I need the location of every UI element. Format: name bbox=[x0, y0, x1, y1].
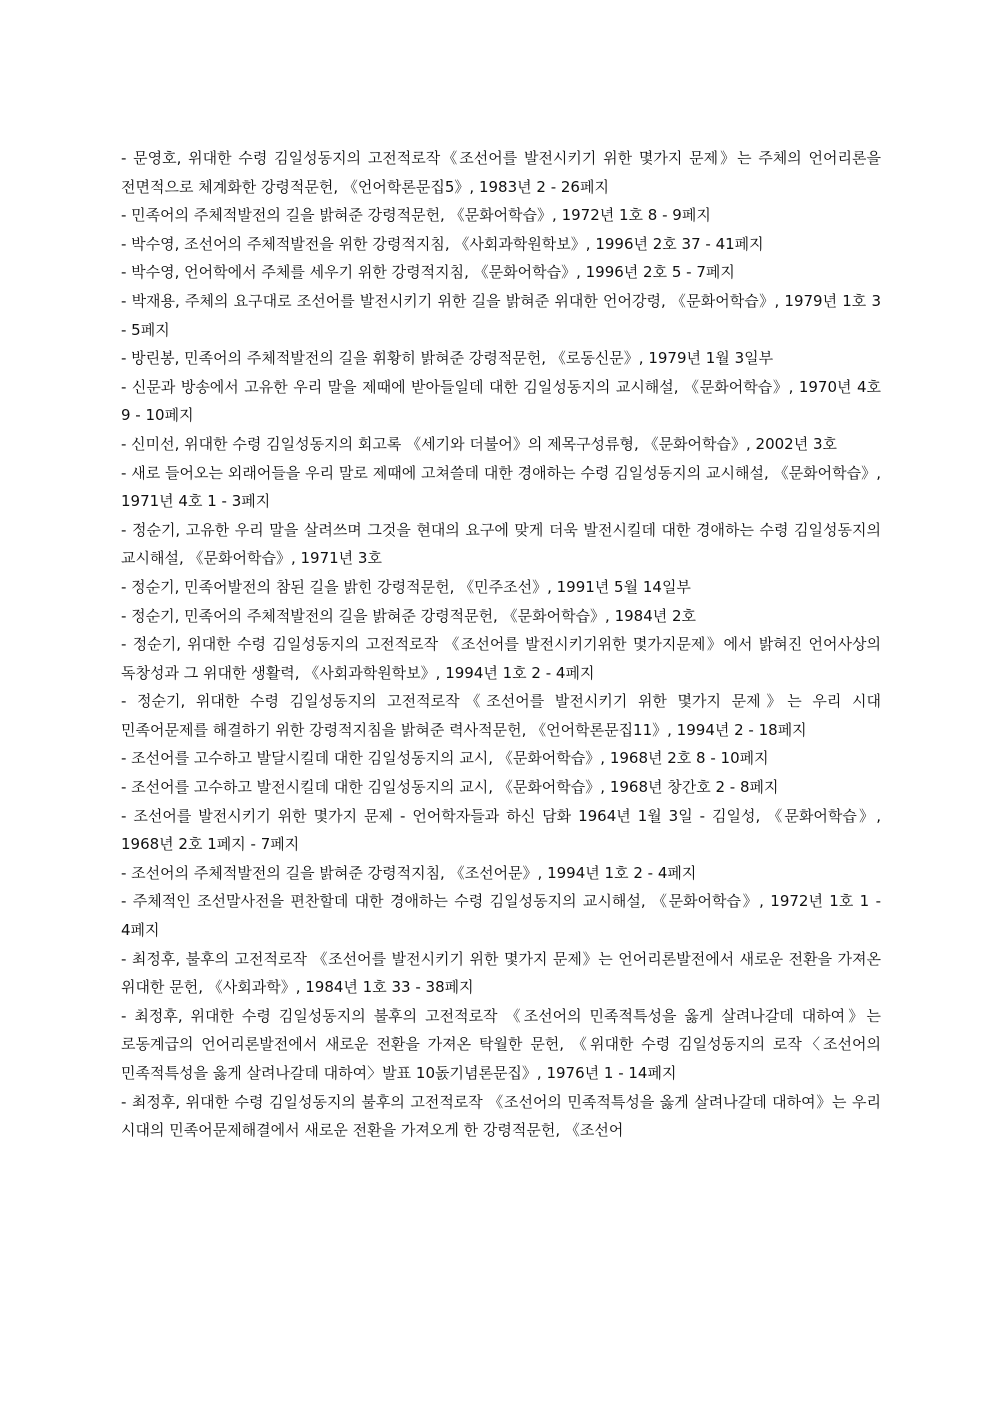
bibliography-entry: - 박수영, 언어학에서 주체를 세우기 위한 강령적지침, 《문화어학습》, 1996년 2호 5 - 7페지 bbox=[121, 263, 735, 282]
bibliography-entry: - 정순기, 고유한 우리 말을 살려쓰며 그것을 현대의 요구에 맞게 더욱 발전시킬데 대한 경애하는 수령 김일성동지의 교시해설, 《문화어학습》, 1971년 3호 bbox=[121, 520, 881, 568]
bibliography-entry: - 조선어의 주체적발전의 길을 밝혀준 강령적지침, 《조선어문》, 1994년 1호 2 - 4페지 bbox=[121, 863, 697, 882]
bibliography-entry: - 박수영, 조선어의 주체적발전을 위한 강령적지침, 《사회과학원학보》, 1996년 2호 37 - 41페지 bbox=[121, 234, 764, 253]
bibliography-entry: - 민족어의 주체적발전의 길을 밝혀준 강령적문헌, 《문화어학습》, 1972년 1호 8 - 9페지 bbox=[121, 206, 711, 225]
bibliography-entry: - 정순기, 민족어발전의 참된 길을 밝힌 강령적문헌, 《민주조선》, 1991년 5월 14일부 bbox=[121, 577, 691, 596]
bibliography-entry: - 최정후, 위대한 수령 김일성동지의 불후의 고전적로작 《조선어의 민족적특성을 옳게 살려나갈데 대하여》는 로동계급의 언어리론발전에서 새로운 전환을 가져온 탁월한 문헌, 《위대한 수령 김일성동지의 로작〈조선어의 민족적특성을 옳게 살려나갈데 대하여〉발표 10돐기념론문집》, 1976년 1 - 14페지 bbox=[121, 1006, 881, 1082]
bibliography-entry: - 주체적인 조선말사전을 편찬할데 대한 경애하는 수령 김일성동지의 교시해설, 《문화어학습》, 1972년 1호 1 - 4페지 bbox=[121, 892, 881, 940]
bibliography-entry: - 정순기, 위대한 수령 김일성동지의 고전적로작 《조선어를 발전시키기위한 몇가지문제》에서 밝혀진 언어사상의 독창성과 그 위대한 생활력, 《사회과학원학보》, 1994년 1호 2 - 4페지 bbox=[121, 635, 881, 682]
bibliography-entry: - 정순기, 위대한 수령 김일성동지의 고전적로작《조선어를 발전시키기 위한 몇가지 문제》는 우리 시대 민족어문제를 해결하기 위한 강령적지침을 밝혀준 력사적문헌, 《언어학론문집11》, 1994년 2 - 18페지 bbox=[121, 692, 881, 739]
bibliography-entry: - 박재용, 주체의 요구대로 조선어를 발전시키기 위한 길을 밝혀준 위대한 언어강령, 《문화어학습》, 1979년 1호 3 - 5페지 bbox=[121, 291, 881, 339]
bibliography-entry: - 최정후, 위대한 수령 김일성동지의 불후의 고전적로작 《조선어의 민족적특성을 옳게 살려나갈데 대하여》는 우리 시대의 민족어문제해결에서 새로운 전환을 가져오게 한 강령적문헌, 《조선어 bbox=[121, 1092, 881, 1140]
bibliography-entry: - 조선어를 고수하고 발전시킬데 대한 김일성동지의 교시, 《문화어학습》, 1968년 창간호 2 - 8페지 bbox=[121, 778, 779, 797]
bibliography-entry: - 조선어를 고수하고 발달시킬데 대한 김일성동지의 교시, 《문화어학습》, 1968년 2호 8 - 10페지 bbox=[121, 749, 769, 768]
bibliography-entry: - 신미선, 위대한 수령 김일성동지의 회고록 《세기와 더불어》의 제목구성류형, 《문화어학습》, 2002년 3호 bbox=[121, 434, 838, 453]
bibliography-entry: - 문영호, 위대한 수령 김일성동지의 고전적로작《조선어를 발전시키기 위한 몇가지 문제》는 주체의 언어리론을 전면적으로 체계화한 강령적문헌, 《언어학론문집5》, 1983년 2 - 26페지 bbox=[121, 149, 881, 196]
bibliography-entry: - 조선어를 발전시키기 위한 몇가지 문제 - 언어학자들과 하신 담화 1964년 1월 3일 - 김일성, 《문화어학습》, 1968년 2호 1페지 - 7페지 bbox=[121, 806, 881, 854]
bibliography-entry: - 신문과 방송에서 고유한 우리 말을 제때에 받아들일데 대한 김일성동지의 교시해설, 《문화어학습》, 1970년 4호 9 - 10페지 bbox=[121, 377, 881, 425]
bibliography-list bbox=[121, 144, 881, 1145]
bibliography-entry: - 새로 들어오는 외래어들을 우리 말로 제때에 고쳐쓸데 대한 경애하는 수령 김일성동지의 교시해설, 《문화어학습》, 1971년 4호 1 - 3페지 bbox=[121, 463, 881, 511]
bibliography-entry: - 방린봉, 민족어의 주체적발전의 길을 휘황히 밝혀준 강령적문헌, 《로동신문》, 1979년 1월 3일부 bbox=[121, 349, 774, 368]
bibliography-entry: - 최정후, 불후의 고전적로작 《조선어를 발전시키기 위한 몇가지 문제》는 언어리론발전에서 새로운 전환을 가져온 위대한 문헌, 《사회과학》, 1984년 1호 33 - 38페지 bbox=[121, 949, 881, 997]
bibliography-entry: - 정순기, 민족어의 주체적발전의 길을 밝혀준 강령적문헌, 《문화어학습》, 1984년 2호 bbox=[121, 606, 697, 625]
